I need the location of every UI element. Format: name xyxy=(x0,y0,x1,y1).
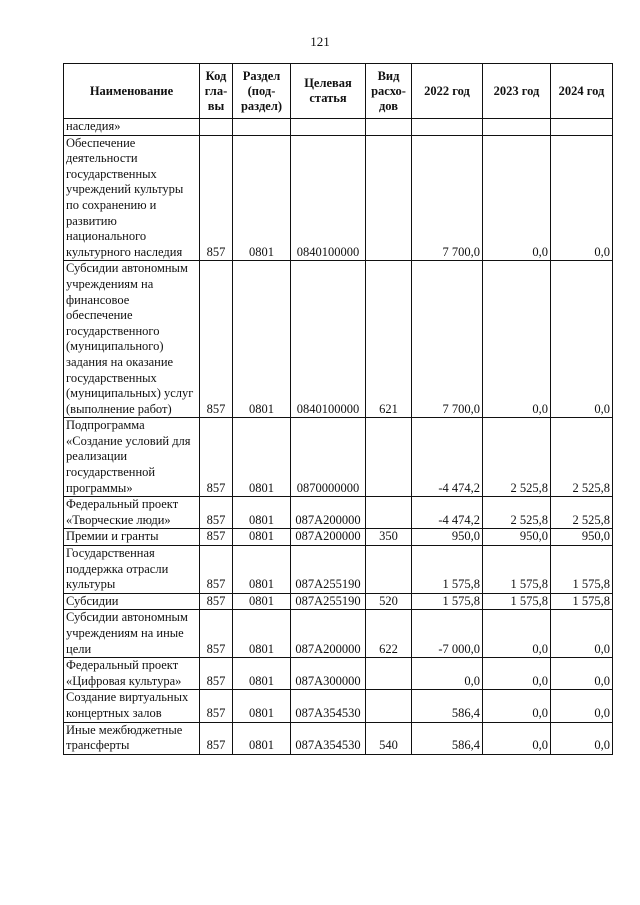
header-chapter-code: Код гла-вы xyxy=(200,64,233,119)
row-target-article: 087A200000 xyxy=(291,529,366,546)
row-2023: 950,0 xyxy=(483,529,551,546)
row-section: 0801 xyxy=(233,529,291,546)
row-expense-type xyxy=(366,119,412,136)
table-row xyxy=(64,261,613,418)
table-row xyxy=(64,546,613,594)
row-2024: 0,0 xyxy=(551,610,613,658)
header-section: Раздел (под-раздел) xyxy=(233,64,291,119)
row-section: 0801 xyxy=(233,722,291,754)
row-2023: 0,0 xyxy=(483,261,551,418)
row-2022 xyxy=(412,119,483,136)
table-row xyxy=(64,610,613,658)
row-2023: 0,0 xyxy=(483,722,551,754)
row-section: 0801 xyxy=(233,658,291,690)
row-section: 0801 xyxy=(233,546,291,594)
row-chapter-code: 857 xyxy=(200,135,233,261)
row-expense-type xyxy=(366,690,412,722)
row-chapter-code: 857 xyxy=(200,261,233,418)
row-chapter-code: 857 xyxy=(200,690,233,722)
table-row xyxy=(64,418,613,497)
table-row xyxy=(64,658,613,690)
row-name: Субсидии xyxy=(64,593,200,610)
header-expense-type: Вид расхо-дов xyxy=(366,64,412,119)
budget-table xyxy=(63,63,613,755)
row-2024: 0,0 xyxy=(551,261,613,418)
row-section: 0801 xyxy=(233,690,291,722)
row-2022: -4 474,2 xyxy=(412,418,483,497)
table-row xyxy=(64,722,613,754)
row-chapter-code: 857 xyxy=(200,658,233,690)
row-target-article: 087A354530 xyxy=(291,722,366,754)
row-2023 xyxy=(483,119,551,136)
row-target-article: 087A255190 xyxy=(291,593,366,610)
row-target-article: 087A354530 xyxy=(291,690,366,722)
table-row xyxy=(64,119,613,136)
row-chapter-code: 857 xyxy=(200,418,233,497)
page-number: 121 xyxy=(310,34,330,49)
row-name: Премии и гранты xyxy=(64,529,200,546)
row-2022: 1 575,8 xyxy=(412,546,483,594)
row-name: Субсидии автономным учреждениям на иные цели xyxy=(64,610,200,658)
row-target-article: 087A255190 xyxy=(291,546,366,594)
row-2022: 1 575,8 xyxy=(412,593,483,610)
row-2024: 950,0 xyxy=(551,529,613,546)
row-expense-type xyxy=(366,135,412,261)
row-2024: 1 575,8 xyxy=(551,593,613,610)
row-expense-type xyxy=(366,418,412,497)
row-2023: 2 525,8 xyxy=(483,497,551,529)
row-chapter-code: 857 xyxy=(200,546,233,594)
row-2024: 0,0 xyxy=(551,722,613,754)
row-2023: 2 525,8 xyxy=(483,418,551,497)
row-2024: 2 525,8 xyxy=(551,497,613,529)
row-2022: 7 700,0 xyxy=(412,135,483,261)
row-chapter-code: 857 xyxy=(200,722,233,754)
table-row xyxy=(64,593,613,610)
header-2024: 2024 год xyxy=(551,64,613,119)
row-name: Иные межбюджетные трансферты xyxy=(64,722,200,754)
row-target-article: 087A300000 xyxy=(291,658,366,690)
row-2022: 0,0 xyxy=(412,658,483,690)
table-row xyxy=(64,497,613,529)
row-2024: 1 575,8 xyxy=(551,546,613,594)
row-section: 0801 xyxy=(233,418,291,497)
row-2023: 1 575,8 xyxy=(483,593,551,610)
row-2023: 0,0 xyxy=(483,658,551,690)
header-2022: 2022 год xyxy=(412,64,483,119)
row-name: наследия» xyxy=(64,119,200,136)
row-2022: 7 700,0 xyxy=(412,261,483,418)
row-target-article xyxy=(291,119,366,136)
row-target-article: 0870000000 xyxy=(291,418,366,497)
row-expense-type xyxy=(366,497,412,529)
row-expense-type: 540 xyxy=(366,722,412,754)
row-expense-type: 622 xyxy=(366,610,412,658)
row-expense-type xyxy=(366,546,412,594)
row-section: 0801 xyxy=(233,593,291,610)
row-2024: 0,0 xyxy=(551,658,613,690)
row-2022: -7 000,0 xyxy=(412,610,483,658)
row-2022: 586,4 xyxy=(412,722,483,754)
table-row xyxy=(64,135,613,261)
row-2023: 0,0 xyxy=(483,690,551,722)
row-section: 0801 xyxy=(233,261,291,418)
row-chapter-code: 857 xyxy=(200,497,233,529)
row-2024 xyxy=(551,119,613,136)
row-2023: 0,0 xyxy=(483,135,551,261)
header-target-article: Целевая статья xyxy=(291,64,366,119)
row-expense-type xyxy=(366,658,412,690)
row-target-article: 087A200000 xyxy=(291,497,366,529)
header-2023: 2023 год xyxy=(483,64,551,119)
header-row xyxy=(64,64,613,119)
row-target-article: 0840100000 xyxy=(291,261,366,418)
row-2024: 0,0 xyxy=(551,690,613,722)
row-2023: 1 575,8 xyxy=(483,546,551,594)
row-section: 0801 xyxy=(233,610,291,658)
row-target-article: 0840100000 xyxy=(291,135,366,261)
row-target-article: 087A200000 xyxy=(291,610,366,658)
row-2023: 0,0 xyxy=(483,610,551,658)
row-2022: 950,0 xyxy=(412,529,483,546)
row-section xyxy=(233,119,291,136)
row-chapter-code: 857 xyxy=(200,529,233,546)
row-chapter-code xyxy=(200,119,233,136)
row-expense-type: 350 xyxy=(366,529,412,546)
row-chapter-code: 857 xyxy=(200,593,233,610)
row-name: Создание виртуальных концертных залов xyxy=(64,690,200,722)
row-name: Обеспечение деятельности государственных учреждений культуры по сохранению и развитию национального культурного наследия xyxy=(64,135,200,261)
row-chapter-code: 857 xyxy=(200,610,233,658)
row-2024: 2 525,8 xyxy=(551,418,613,497)
row-name: Федеральный проект «Цифровая культура» xyxy=(64,658,200,690)
row-name: Федеральный проект «Творческие люди» xyxy=(64,497,200,529)
row-2022: 586,4 xyxy=(412,690,483,722)
row-section: 0801 xyxy=(233,135,291,261)
row-expense-type: 621 xyxy=(366,261,412,418)
header-name: Наименование xyxy=(64,64,200,119)
row-expense-type: 520 xyxy=(366,593,412,610)
row-name: Подпрограмма «Создание условий для реализации государственной программы» xyxy=(64,418,200,497)
table-row xyxy=(64,529,613,546)
row-name: Государственная поддержка отрасли культуры xyxy=(64,546,200,594)
table-row xyxy=(64,690,613,722)
row-name: Субсидии автономным учреждениям на финансовое обеспечение государственного (муниципального) задания на оказание государственных (муниципальных) услуг (выполнение работ) xyxy=(64,261,200,418)
row-2022: -4 474,2 xyxy=(412,497,483,529)
row-section: 0801 xyxy=(233,497,291,529)
row-2024: 0,0 xyxy=(551,135,613,261)
